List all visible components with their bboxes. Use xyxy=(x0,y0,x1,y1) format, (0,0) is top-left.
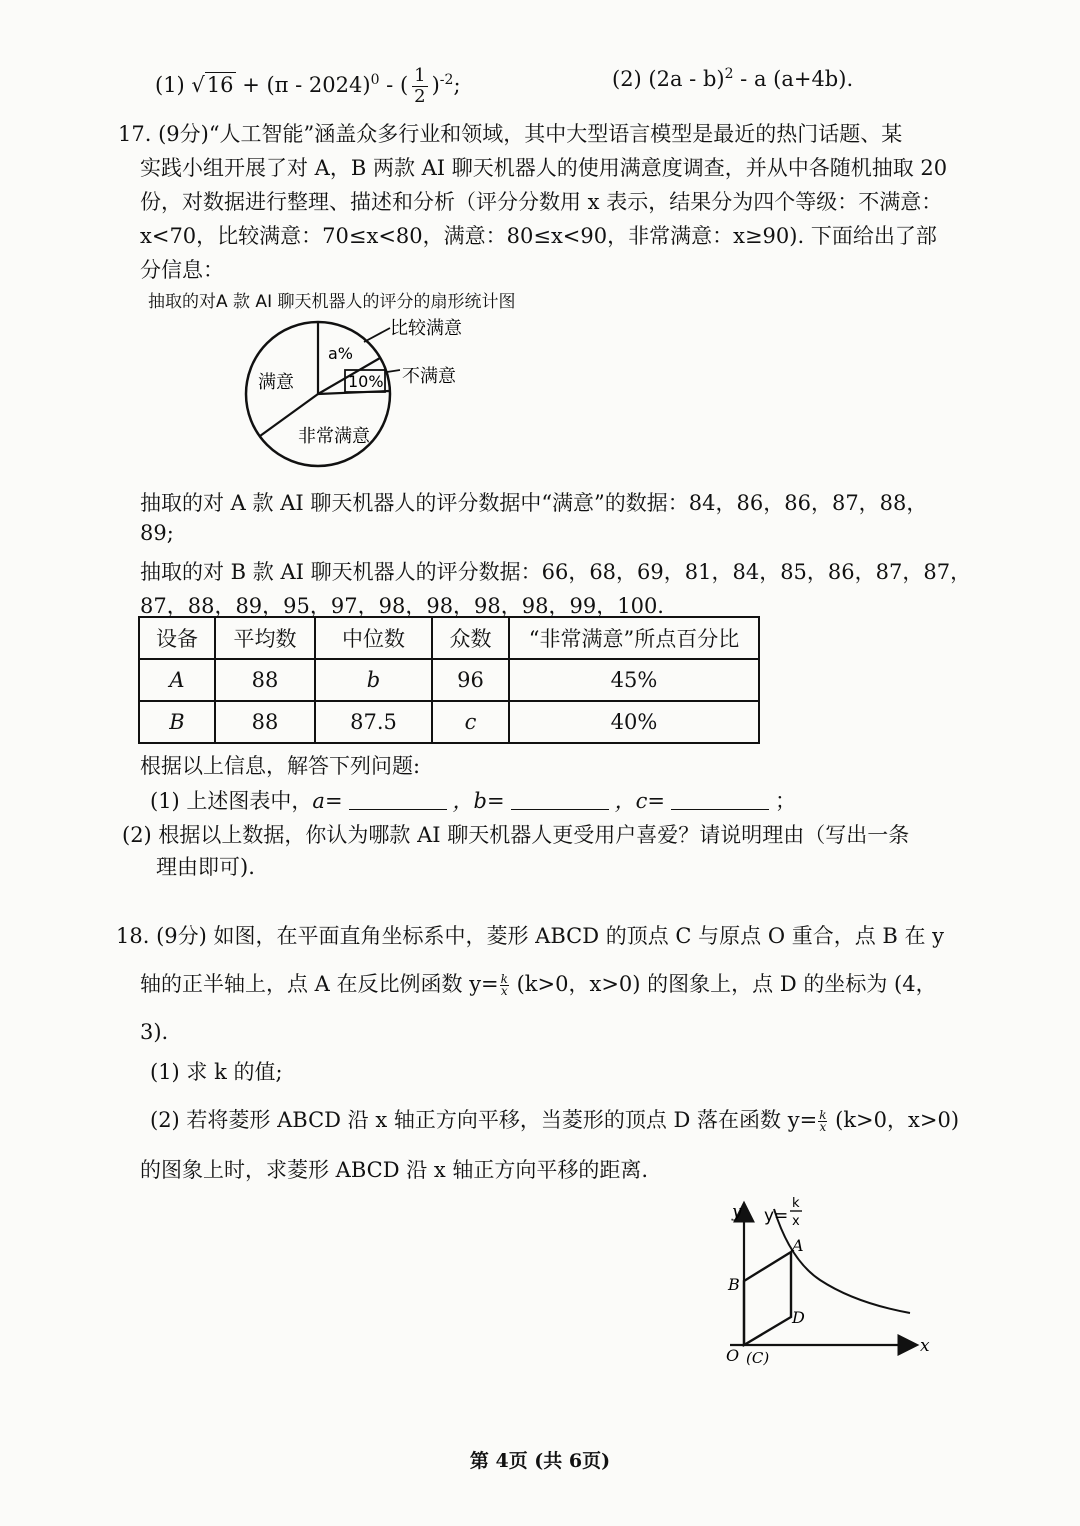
q17-line-1: 17. (9分)“人工智能”涵盖众多行业和领域，其中大型语言模型是最近的热门话题、某 xyxy=(118,122,903,146)
point-label-o: O xyxy=(726,1346,740,1365)
fraction-denominator: 2 xyxy=(414,86,426,107)
table-cell: c xyxy=(432,701,509,743)
point-label-d: D xyxy=(792,1308,805,1327)
q16-part1-label: (1) xyxy=(155,73,185,97)
pie-label-satisfied: 满意 xyxy=(258,372,294,393)
table-header: “非常满意”所点百分比 xyxy=(509,617,759,659)
fraction-denominator: x xyxy=(500,984,508,998)
pie-label-unsatisfied: 不满意 xyxy=(402,366,456,387)
point-label-b: B xyxy=(728,1275,740,1294)
q18-line-2 xyxy=(140,968,937,998)
answer-blank-a[interactable] xyxy=(349,809,447,810)
pie-chart-title: 抽取的对A 款 AI 聊天机器人的评分的扇形统计图 xyxy=(148,292,516,312)
table-header: 平均数 xyxy=(215,617,315,659)
exponent-two: 2 xyxy=(724,66,734,82)
rhombus-figure xyxy=(700,1185,950,1375)
q17-after-line-1: 根据以上信息，解答下列问题: xyxy=(140,754,421,778)
page-footer: 第 4页 (共 6页) xyxy=(469,1450,611,1472)
data-b-line-1: 抽取的对 B 款 AI 聊天机器人的评分数据：66，68，69，81，84，85，86，87，87， xyxy=(140,560,972,584)
q17-sub1 xyxy=(150,785,796,815)
blank-c-label: ，c= xyxy=(614,789,665,813)
curve-label-k: k xyxy=(792,1196,800,1211)
x-axis-label: x xyxy=(920,1336,930,1356)
q16-part2 xyxy=(612,66,853,91)
table-header: 众数 xyxy=(432,617,509,659)
blank-b-label: ，b= xyxy=(452,789,505,813)
q18-sub2-pre: (2) 若将菱形 ABCD 沿 x 轴正方向平移，当菱形的顶点 D 落在函数 y= xyxy=(150,1108,818,1132)
table-cell: 88 xyxy=(215,701,315,743)
stats-table xyxy=(138,616,760,744)
q16-part1: (1) √16 + (π - 2024)$^0$ - ( $\frac{1}{2}$ )$^{-2}$; xyxy=(155,65,461,107)
q16-part1-mid: + (π - 2024) xyxy=(235,73,371,97)
blank-a-label: a= xyxy=(312,789,343,813)
q17-line-2: 实践小组开展了对 A，B 两款 AI 聊天机器人的使用满意度调查，并从中各随机抽取 20 xyxy=(140,156,948,180)
sqrt-radicand: 16 xyxy=(206,73,234,97)
q16-part2-end: - a (a+4b). xyxy=(733,67,854,91)
table-header-row xyxy=(139,617,759,659)
answer-blank-c[interactable] xyxy=(671,809,769,810)
fraction-k-over-x xyxy=(500,974,509,997)
q17-line-4: x<70，比较满意：70≤x<80，满意：80≤x<90，非常满意：x≥90). 下面给出了部 xyxy=(140,224,937,248)
data-a-line-1: 抽取的对 A 款 AI 聊天机器人的评分数据中“满意”的数据：84，86，86，87，88， xyxy=(140,491,928,515)
pie-label-very: 非常满意 xyxy=(298,426,370,447)
q18-line-1: 18. (9分) 如图，在平面直角坐标系中，菱形 ABCD 的顶点 C 与原点 O 重合，点 B 在 y xyxy=(116,924,945,948)
q17-sub2-line-1: (2) 根据以上数据，你认为哪款 AI 聊天机器人更受用户喜爱？请说明理由（写出一条 xyxy=(122,823,910,847)
fraction-denominator: x xyxy=(819,1120,827,1134)
q18-line-3: 3). xyxy=(140,1020,169,1044)
q17-line-5: 分信息： xyxy=(140,258,224,282)
table-cell: b xyxy=(315,659,432,701)
answer-blank-b[interactable] xyxy=(511,809,609,810)
y-axis-label: y xyxy=(732,1202,742,1222)
q17-sub1-text: (1) 上述图表中， xyxy=(150,789,313,813)
q18-sub1: (1) 求 k 的值; xyxy=(150,1060,283,1084)
table-cell: A xyxy=(139,659,215,701)
q16-part1-minus: - ( xyxy=(379,73,409,97)
pie-label-a-percent: a% xyxy=(328,344,354,363)
point-label-a: A xyxy=(792,1236,804,1255)
q18-sub2-line-1 xyxy=(150,1104,959,1134)
q18-sub2-line-2: 的图象上时，求菱形 ABCD 沿 x 轴正方向平移的距离. xyxy=(140,1158,649,1182)
fraction-numerator: 1 xyxy=(414,65,426,86)
exponent-zero: 0 xyxy=(370,72,380,88)
q17-sub2-line-2: 理由即可). xyxy=(156,855,255,879)
q18-line-2-post: (k>0，x>0) 的图象上，点 D 的坐标为 (4， xyxy=(509,972,937,996)
q16-part1-close: ) xyxy=(431,73,440,97)
table-cell: 45% xyxy=(509,659,759,701)
table-header: 中位数 xyxy=(315,617,432,659)
table-row xyxy=(139,659,759,701)
fraction-half xyxy=(412,66,427,107)
table-cell: 87.5 xyxy=(315,701,432,743)
blank-end: ； xyxy=(774,789,796,813)
table-row xyxy=(139,701,759,743)
data-b-line-2: 87，88，89，95，97，98，98，98，98，99，100. xyxy=(140,594,664,618)
leader-unsatisfied xyxy=(387,370,400,372)
curve-label-x: x xyxy=(792,1214,800,1229)
pie-chart xyxy=(240,310,480,490)
q17-line-3: 份，对数据进行整理、描述和分析（评分分数用 x 表示，结果分为四个等级：不满意： xyxy=(140,190,943,214)
leader-comparative xyxy=(364,328,390,342)
point-label-c: (C) xyxy=(746,1349,770,1367)
pie-label-comparative: 比较满意 xyxy=(390,318,462,339)
fraction-k-over-x xyxy=(818,1110,827,1133)
q18-sub2-post: (k>0，x>0) xyxy=(828,1108,960,1132)
exponent-neg-two: -2 xyxy=(439,72,454,88)
data-a-line-2: 89; xyxy=(140,521,174,545)
table-cell: 40% xyxy=(509,701,759,743)
q16-part2-text: (2) (2a - b) xyxy=(612,67,725,91)
pie-label-ten-percent: 10% xyxy=(348,372,384,391)
curve-label: y= xyxy=(764,1206,789,1226)
fraction-numerator: k xyxy=(500,972,508,986)
fraction-numerator: k xyxy=(819,1108,827,1122)
table-cell: B xyxy=(139,701,215,743)
q18-line-2-pre: 轴的正半轴上，点 A 在反比例函数 y= xyxy=(140,972,499,996)
table-header: 设备 xyxy=(139,617,215,659)
table-cell: 96 xyxy=(432,659,509,701)
table-cell: 88 xyxy=(215,659,315,701)
rhombus-abcd xyxy=(744,1252,791,1345)
q16-part1-end: ; xyxy=(453,73,461,97)
